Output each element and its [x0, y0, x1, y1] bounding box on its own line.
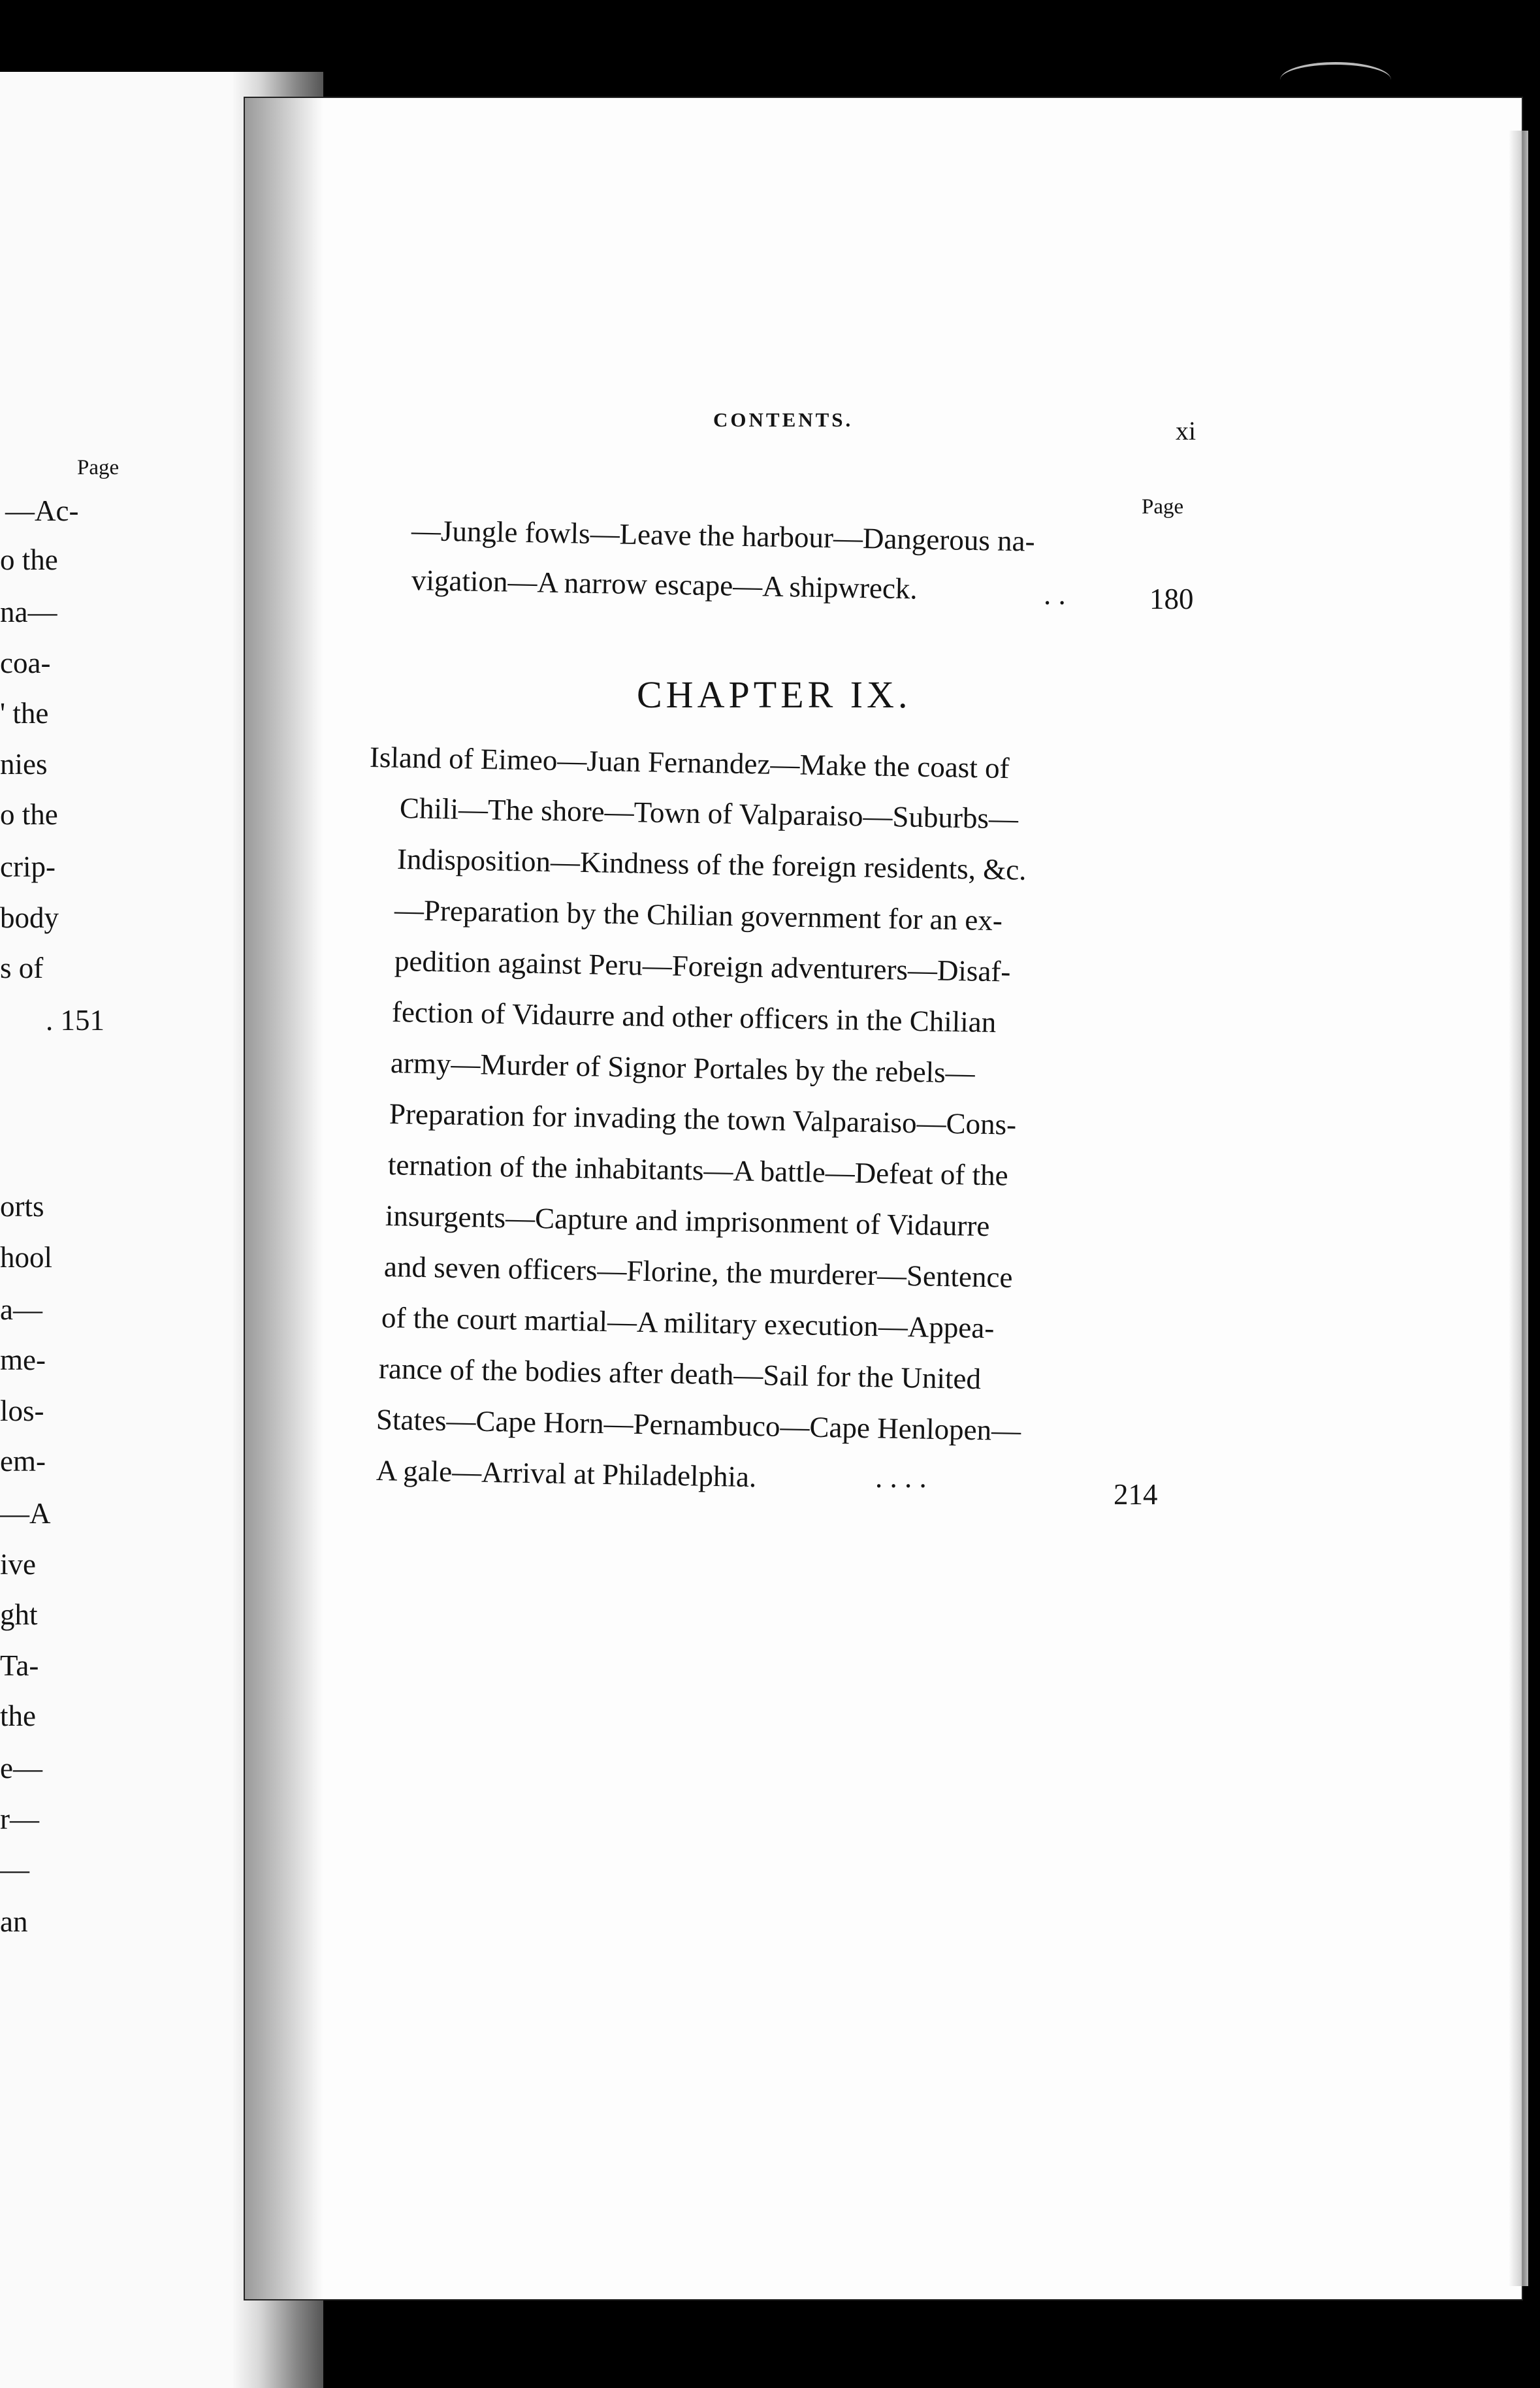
left-fragment: ght — [0, 1598, 38, 1631]
left-fragment: los- — [0, 1395, 44, 1427]
left-page-word: Page — [77, 456, 120, 479]
page-ref-180: 180 — [1149, 583, 1194, 615]
left-fragment: em- — [0, 1445, 46, 1477]
contents-line: fection of Vidaurre and other officers in the Chilian — [391, 995, 997, 1039]
left-fragment: s of — [0, 952, 44, 984]
running-head: CONTENTS. — [713, 408, 854, 431]
contents-line: Indisposition—Kindness of the foreign residents, &c. — [396, 843, 1027, 886]
right-page — [245, 98, 1522, 2299]
left-fragment: coa- — [0, 647, 51, 679]
left-fragment: —A — [0, 1497, 51, 1530]
contents-line: and seven officers—Florine, the murderer—Sentence — [383, 1250, 1013, 1294]
contents-line: States—Cape Horn—Pernambuco—Cape Henlopen— — [376, 1403, 1021, 1447]
contents-line: Chili—The shore—Town of Valparaiso—Suburbs— — [399, 792, 1019, 835]
left-fragment: an — [0, 1905, 28, 1938]
left-fragment: hool — [0, 1241, 53, 1274]
left-fragment: —Ac- — [5, 494, 79, 527]
right-page-edge-shadow — [1509, 131, 1528, 2286]
left-fragment: o the — [0, 798, 58, 831]
contents-line: Preparation for invading the town Valparaiso—Cons- — [389, 1097, 1017, 1141]
page-ref-214: 214 — [1114, 1478, 1158, 1511]
contents-line: vigation—A narrow escape—A shipwreck. — [411, 564, 918, 605]
contents-line: —Preparation by the Chilian government for an ex- — [394, 894, 1003, 937]
page-column-label: Page — [1142, 495, 1184, 519]
leader-dots: . . — [1044, 578, 1066, 611]
contents-line: rance of the bodies after death—Sail for the United — [378, 1352, 982, 1396]
left-fragment: r— — [0, 1803, 39, 1835]
left-fragment: Ta- — [0, 1649, 39, 1682]
right-page-gutter-shadow — [245, 98, 323, 2299]
left-fragment: me- — [0, 1344, 46, 1376]
left-fragment: e— — [0, 1752, 42, 1784]
left-fragment: orts — [0, 1190, 44, 1223]
contents-line: army—Murder of Signor Portales by the rebels— — [390, 1046, 976, 1089]
left-fragment: ' the — [0, 697, 49, 730]
left-fragment: the — [0, 1700, 36, 1732]
contents-line: of the court martial—A military execution—Appea- — [381, 1301, 995, 1345]
left-page-number-151: . 151 — [46, 1004, 104, 1037]
left-fragment: crip- — [0, 850, 56, 883]
contents-line: insurgents—Capture and imprisonment of Vidaurre — [385, 1199, 990, 1243]
contents-line: pedition against Peru—Foreign adventurers—Disaf- — [394, 944, 1011, 988]
page-number: xi — [1176, 416, 1196, 445]
left-fragment: na— — [0, 596, 57, 628]
contents-line: ternation of the inhabitants—A battle—Defeat of the — [387, 1148, 1009, 1192]
left-fragment: ive — [0, 1548, 36, 1581]
contents-line: A gale—Arrival at Philadelphia. — [376, 1454, 757, 1494]
contents-line: —Jungle fowls—Leave the harbour—Dangerous na- — [411, 514, 1036, 558]
scan-smudge — [1280, 62, 1391, 97]
left-fragment: — — [0, 1853, 29, 1886]
left-page — [0, 72, 245, 2388]
left-fragment: body — [0, 901, 59, 934]
leader-dots: . . . . — [875, 1461, 927, 1494]
left-fragment: a— — [0, 1293, 42, 1326]
contents-line: Island of Eimeo—Juan Fernandez—Make the coast of — [369, 741, 1010, 785]
left-fragment: nies — [0, 748, 48, 781]
left-fragment: o the — [0, 543, 58, 576]
chapter-heading: CHAPTER IX. — [637, 673, 912, 716]
